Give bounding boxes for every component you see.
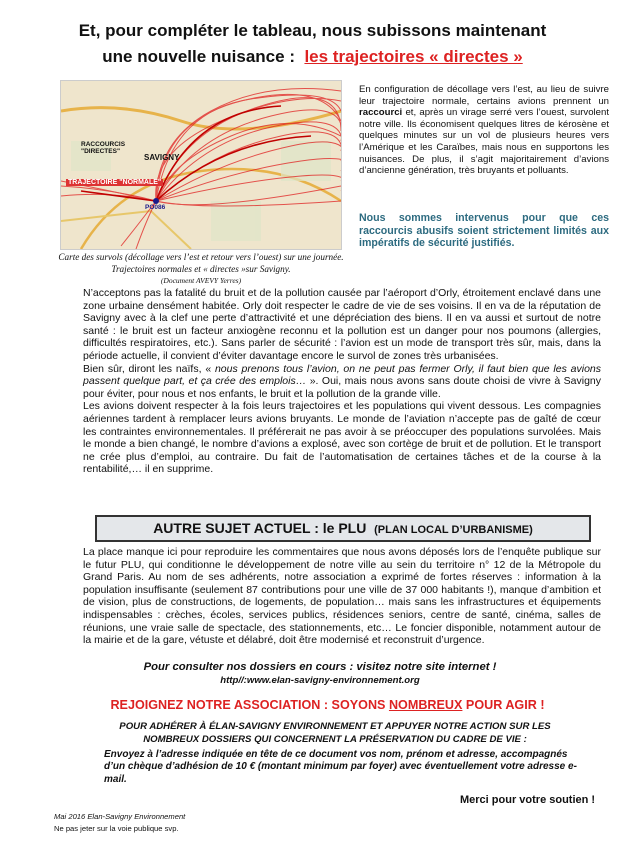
right-text-bold: raccourci	[359, 107, 403, 119]
section1-body	[83, 287, 601, 476]
plu-heading-box	[95, 515, 591, 542]
headline-highlight: les trajectoires « directes »	[304, 47, 523, 66]
adhesion-heading: POUR ADHÉRER À ÉLAN-SAVIGNY ENVIRONNEMENT ET APPUYER NOTRE ACTION SUR LES NOMBREUX DOSSIERS QUI CONCERNENT LA PRÉSERVATION DU CADRE DE VIE :	[119, 721, 551, 745]
flight-map	[60, 80, 342, 250]
join-prefix: REJOIGNEZ NOTRE ASSOCIATION : SOYONS	[110, 698, 386, 712]
plu-heading: AUTRE SUJET ACTUEL : le PLU	[153, 520, 367, 536]
thanks-text: Merci pour votre soutien !	[460, 794, 596, 806]
right-column-text	[359, 84, 609, 177]
caption-line-3: (Document AVEVY Yerres)	[160, 276, 242, 285]
headline-line-1: Et, pour compléter le tableau, nous subissons maintenant	[78, 21, 547, 40]
caption-line-2: Trajectoires normales et « directes »sur Savigny.	[111, 263, 291, 274]
plu-paragraph: La place manque ici pour reproduire les commentaires que nous avons déposés lors de l’enquête publique sur le futur PLU, qui conditionne le développement de notre ville au sein du territoire n° 12 de la Métropole du Grand Paris. Au nom de ses adhérents, notre association a exprimé de fortes réserves : information à la population insuffisante (seulement 87 contributions pour une ville de 37 000 habitants !), manque d’ambition et de vision, plus de constructions, de logements, de population… mais sans les infrastructures et équipements indispensables : crèches, écoles, services publics, résidences seniors, centre de santé, cinéma, salles de réunions, une vraie salle de spectacle, des stationnements, etc… Le foncier disponible, notamment autour de la mairie et de la gare, vétuste et délabré, doit être modernisé et reconstruit d’urgence.	[83, 546, 601, 647]
label-savigny: SAVIGNY	[144, 153, 180, 162]
label-trajectoire: TRAJECTOIRE "NORMALE"	[68, 179, 162, 186]
adhesion-instructions: Envoyez à l’adresse indiquée en tête de ce document vos nom, prénom et adresse, accompagnés d’un chèque d’adhésion de 10 € (montant minimum par foyer) avec éventuellement votre adresse e-mail.	[104, 749, 577, 785]
caption-line-1: Carte des survols (décollage vers l’est et retour vers l’ouest) sur une journée.	[58, 252, 344, 262]
p2-suffix: ». Oui, mais nous avons sans doute choisi de vivre à Savigny pour éviter, pour nous et nos enfants, le bruit et la pollution de la grande ville.	[83, 375, 601, 400]
join-underlined: NOMBREUX	[388, 698, 463, 712]
flight-map-graphic	[61, 81, 341, 249]
label-raccourcis: RACCOURCIS "DIRECTES"	[81, 141, 126, 155]
join-banner	[40, 698, 615, 712]
section1-paragraph-2	[83, 363, 601, 401]
intervention-highlight: Nous sommes intervenus pour que ces raccourcis abusifs soient strictement limités aux impératifs de sécurité justifiés.	[359, 212, 609, 250]
label-po086: PO086	[145, 204, 166, 211]
p2-quote: nous prenons tous l’avion, on ne peut pas fermer Orly, il faut bien que les avions passent quelque part, et ça crée des emplois…	[83, 362, 601, 388]
right-text-part1: En configuration de décollage vers l’est, au lieu de suivre leur trajectoire normale, certains avions prennent un	[359, 84, 609, 107]
headline-line-2	[20, 47, 605, 67]
footer-notice: Ne pas jeter sur la voie publique svp.	[54, 824, 179, 833]
plu-heading-small: (PLAN LOCAL D’URBANISME)	[374, 524, 533, 536]
consult-line: Pour consulter nos dossiers en cours : visitez notre site internet !	[143, 661, 497, 673]
footer-date: Mai 2016 Elan-Savigny Environnement	[54, 812, 186, 821]
p2-prefix: Bien sûr, diront les naïfs, «	[83, 362, 212, 375]
website-link[interactable]: http//:www.elan-savigny-environnement.org	[220, 675, 420, 687]
headline-prefix: une nouvelle nuisance :	[102, 47, 295, 66]
join-suffix: POUR AGIR !	[465, 698, 545, 712]
section1-paragraph-1: N’acceptons pas la fatalité du bruit et de la pollution causée par l’aéroport d’Orly, étroitement enclavé dans une zone urbaine densément habitée. Orly doit respecter le cadre de vie de ses voisins. Il en va de la réputation de Savigny avec à la clef une perte d’attractivité et une dépréciation des biens. Il en va aussi et surtout de notre santé : le bruit est un facteur anxiogène reconnu et la pollution est un danger pour nos poumons (allergies, difficultés respiratoires, etc.). Sans parler de sécurité : l’avion est un mode de transport très sûr, mais, dans la période actuelle, il convient d’éviter davantage encore le survol de zones très urbanisées.	[83, 287, 601, 362]
section1-paragraph-3: Les avions doivent respecter à la fois leurs trajectoires et les populations qui vivent dessous. Les compagnies aériennes tardent à remplacer leurs avions bruyants. Le monde de l’aviation n’accepte pas de gaîté de cœur les contraintes environnementales. Il préférerait ne pas avoir à se préoccuper des populations survolées. Mais le monde a bien changé, le nombre d’avions a explosé, avec son cortège de bruit et de pollution. Et le transport ne crée plus d’emploi, au contraire. Du fait de l’automatisation de certaines tâches et de la course à la rentabilité,… il en supprime.	[83, 400, 601, 476]
map-caption	[56, 252, 346, 287]
consult-block	[100, 661, 540, 688]
right-text-part2: et, après un virage serré vers l’ouest, survolent notre ville. Ils économisent quelques litres de kérosène et quelques minutes sur un vol de plusieurs heures vers l’Amérique et les Caraïbes, mais nous en supportons les nuisances. De plus, il s’agit majoritairement d’avions d’ancienne génération, très bruyants et polluants.	[359, 107, 610, 177]
